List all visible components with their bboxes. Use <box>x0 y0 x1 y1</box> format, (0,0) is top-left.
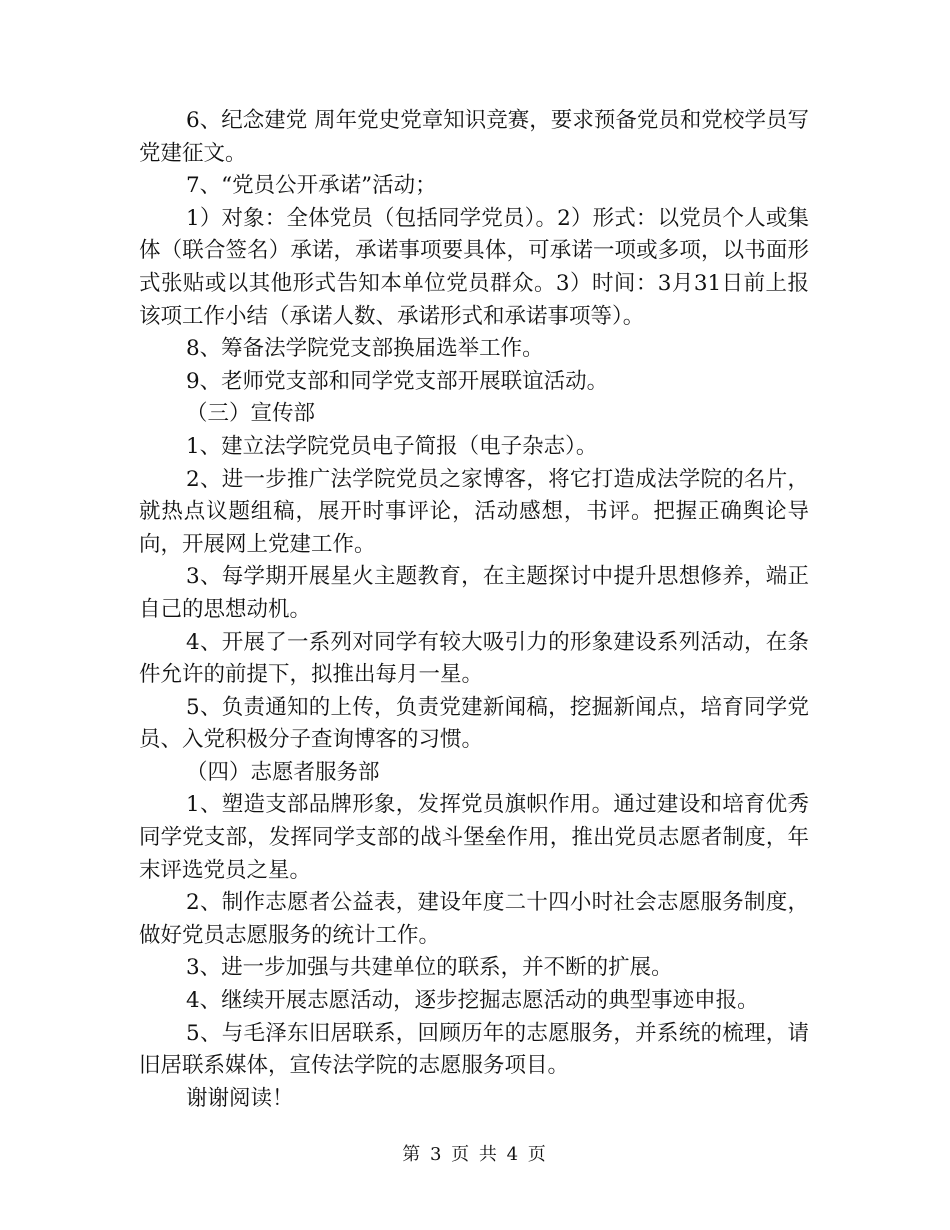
paragraph-item-9: 9、老师党支部和同学党支部开展联谊活动。 <box>186 368 609 394</box>
page-number-footer: 第 3 页 共 4 页 <box>402 1144 548 1165</box>
paragraph-volunteer-1: 1、塑造支部品牌形象，发挥党员旗帜作用。通过建设和培育优秀同学党支部，发挥同学支部的战斗堡垒作用，推出党员志愿者制度，年末评选党员之星。 <box>139 792 809 883</box>
closing-thanks: 谢谢阅读！ <box>186 1085 294 1111</box>
paragraph-volunteer-5: 5、与毛泽东旧居联系，回顾历年的志愿服务，并系统的梳理，请旧居联系媒体，宣传法学院的志愿服务项目。 <box>139 1020 809 1079</box>
paragraph-publicity-4: 4、开展了一系列对同学有较大吸引力的形象建设系列活动，在条件允许的前提下，拟推出每月一星。 <box>139 629 809 688</box>
paragraph-publicity-5: 5、负责通知的上传，负责党建新闻稿，挖掘新闻点，培育同学党员、入党积极分子查询博客的习惯。 <box>139 694 809 753</box>
paragraph-volunteer-4: 4、继续开展志愿活动，逐步挖掘志愿活动的典型事迹申报。 <box>186 988 759 1014</box>
paragraph-publicity-3: 3、每学期开展星火主题教育，在主题探讨中提升思想修养，端正自己的思想动机。 <box>139 564 809 622</box>
section-heading-publicity: （三）宣传部 <box>186 401 316 427</box>
document-body <box>139 105 809 1115</box>
paragraph-volunteer-2: 2、制作志愿者公益表，建设年度二十四小时社会志愿服务制度，做好党员志愿服务的统计工作。 <box>139 890 809 948</box>
paragraph-volunteer-3: 3、进一步加强与共建单位的联系，并不断的扩展。 <box>186 955 673 981</box>
paragraph-item-7: 7、“党员公开承诺”活动； <box>186 173 437 199</box>
paragraph-publicity-1: 1、建立法学院党员电子简报（电子杂志）。 <box>186 433 598 459</box>
paragraph-publicity-2: 2、进一步推广法学院党员之家博客，将它打造成法学院的名片，就热点议题组稿，展开时事评论，活动感想，书评。把握正确舆论导向，开展网上党建工作。 <box>139 466 809 557</box>
paragraph-commitment-details: 1）对象：全体党员（包括同学党员）。2）形式：以党员个人或集体（联合签名）承诺，承诺事项要具体，可承诺一项或多项，以书面形式张贴或以其他形式告知本单位党员群众。3）时间：3月31日前上报该项工作小结（承诺人数、承诺形式和承诺事项等）。 <box>139 205 809 329</box>
section-heading-volunteer: （四）志愿者服务部 <box>186 759 380 785</box>
paragraph-item-6: 6、纪念建党 周年党史党章知识竞赛，要求预备党员和党校学员写党建征文。 <box>139 108 809 166</box>
paragraph-item-8: 8、筹备法学院党支部换届选举工作。 <box>186 336 544 362</box>
